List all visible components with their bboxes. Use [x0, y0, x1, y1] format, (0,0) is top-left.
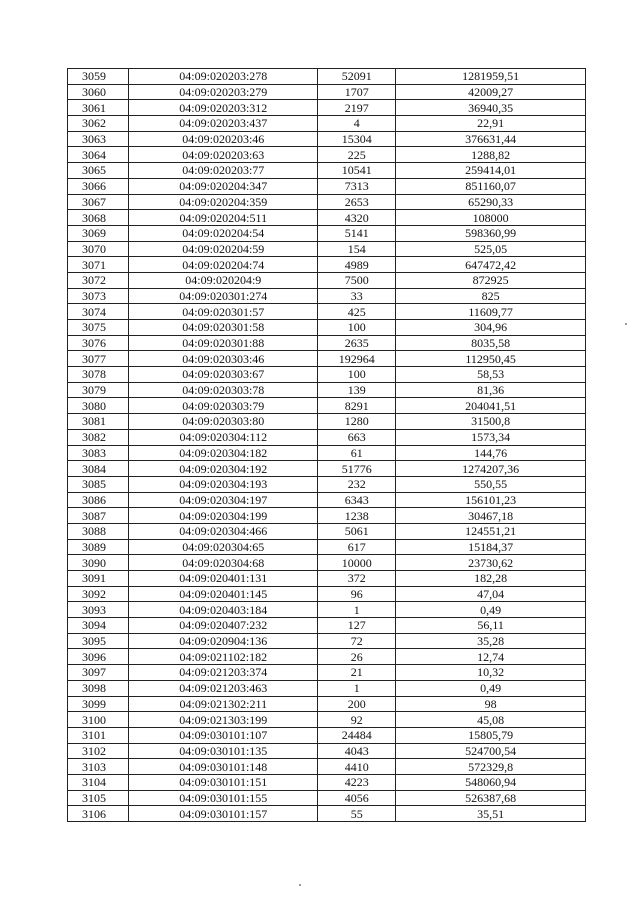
- cadastral-number-cell: 04:09:020304:182: [129, 445, 318, 461]
- amount-value-cell: 524700,54: [396, 743, 586, 759]
- table-row: [68, 759, 586, 775]
- amount-value-cell: 108000: [396, 210, 586, 226]
- cadastral-number-cell: 04:09:030101:151: [129, 774, 318, 790]
- cadastral-number-cell: 04:09:020304:466: [129, 523, 318, 539]
- table-row: [68, 586, 586, 602]
- area-value-cell: 200: [318, 696, 396, 712]
- amount-value-cell: 22,91: [396, 116, 586, 132]
- amount-value-cell: 31500,8: [396, 414, 586, 430]
- area-value-cell: 663: [318, 429, 396, 445]
- amount-value-cell: 23730,62: [396, 555, 586, 571]
- cadastral-number-cell: 04:09:020303:80: [129, 414, 318, 430]
- area-value-cell: 2635: [318, 335, 396, 351]
- area-value-cell: 127: [318, 618, 396, 634]
- area-value-cell: 4320: [318, 210, 396, 226]
- cadastral-number-cell: 04:09:030101:107: [129, 727, 318, 743]
- row-number-cell: 3071: [68, 257, 129, 273]
- table-row: [68, 414, 586, 430]
- area-value-cell: 52091: [318, 69, 396, 85]
- row-number-cell: 3073: [68, 288, 129, 304]
- table-row: [68, 382, 586, 398]
- cadastral-number-cell: 04:09:020304:68: [129, 555, 318, 571]
- cadastral-number-cell: 04:09:020204:347: [129, 178, 318, 194]
- area-value-cell: 24484: [318, 727, 396, 743]
- row-number-cell: 3074: [68, 304, 129, 320]
- cadastral-number-cell: 04:09:020204:9: [129, 272, 318, 288]
- cadastral-number-cell: 04:09:020303:79: [129, 398, 318, 414]
- table-row: [68, 100, 586, 116]
- table-row: [68, 523, 586, 539]
- area-value-cell: 192964: [318, 351, 396, 367]
- cadastral-number-cell: 04:09:030101:157: [129, 806, 318, 822]
- cadastral-number-cell: 04:09:020301:58: [129, 320, 318, 336]
- amount-value-cell: 8035,58: [396, 335, 586, 351]
- row-number-cell: 3059: [68, 69, 129, 85]
- table-row: [68, 304, 586, 320]
- table-row: [68, 351, 586, 367]
- row-number-cell: 3067: [68, 194, 129, 210]
- table-row: [68, 790, 586, 806]
- area-value-cell: 92: [318, 712, 396, 728]
- amount-value-cell: 36940,35: [396, 100, 586, 116]
- amount-value-cell: 525,05: [396, 241, 586, 257]
- table-row: [68, 649, 586, 665]
- data-table: [67, 68, 586, 822]
- row-number-cell: 3086: [68, 492, 129, 508]
- cadastral-number-cell: 04:09:020204:511: [129, 210, 318, 226]
- amount-value-cell: 112950,45: [396, 351, 586, 367]
- area-value-cell: 2197: [318, 100, 396, 116]
- area-value-cell: 51776: [318, 461, 396, 477]
- amount-value-cell: 15805,79: [396, 727, 586, 743]
- area-value-cell: 1: [318, 602, 396, 618]
- area-value-cell: 8291: [318, 398, 396, 414]
- amount-value-cell: 30467,18: [396, 508, 586, 524]
- table-row: [68, 69, 586, 85]
- row-number-cell: 3072: [68, 272, 129, 288]
- row-number-cell: 3103: [68, 759, 129, 775]
- area-value-cell: 4410: [318, 759, 396, 775]
- row-number-cell: 3093: [68, 602, 129, 618]
- row-number-cell: 3084: [68, 461, 129, 477]
- row-number-cell: 3076: [68, 335, 129, 351]
- area-value-cell: 2653: [318, 194, 396, 210]
- row-number-cell: 3070: [68, 241, 129, 257]
- table-row: [68, 84, 586, 100]
- area-value-cell: 61: [318, 445, 396, 461]
- cadastral-number-cell: 04:09:020203:437: [129, 116, 318, 132]
- cadastral-number-cell: 04:09:021203:463: [129, 680, 318, 696]
- row-number-cell: 3100: [68, 712, 129, 728]
- table-row: [68, 429, 586, 445]
- amount-value-cell: 56,11: [396, 618, 586, 634]
- row-number-cell: 3102: [68, 743, 129, 759]
- table-row: [68, 178, 586, 194]
- area-value-cell: 1238: [318, 508, 396, 524]
- amount-value-cell: 0,49: [396, 680, 586, 696]
- row-number-cell: 3079: [68, 382, 129, 398]
- amount-value-cell: 526387,68: [396, 790, 586, 806]
- amount-value-cell: 10,32: [396, 665, 586, 681]
- area-value-cell: 96: [318, 586, 396, 602]
- table-row: [68, 147, 586, 163]
- table-row: [68, 618, 586, 634]
- table-row: [68, 131, 586, 147]
- cadastral-number-cell: 04:09:020301:274: [129, 288, 318, 304]
- amount-value-cell: 124551,21: [396, 523, 586, 539]
- cadastral-number-cell: 04:09:020303:67: [129, 367, 318, 383]
- amount-value-cell: 1274207,36: [396, 461, 586, 477]
- row-number-cell: 3082: [68, 429, 129, 445]
- amount-value-cell: 0,49: [396, 602, 586, 618]
- amount-value-cell: 144,76: [396, 445, 586, 461]
- area-value-cell: 225: [318, 147, 396, 163]
- cadastral-number-cell: 04:09:030101:148: [129, 759, 318, 775]
- amount-value-cell: 1281959,51: [396, 69, 586, 85]
- cadastral-number-cell: 04:09:020203:279: [129, 84, 318, 100]
- cadastral-number-cell: 04:09:020304:112: [129, 429, 318, 445]
- table-row: [68, 445, 586, 461]
- cadastral-number-cell: 04:09:020304:192: [129, 461, 318, 477]
- table-row: [68, 633, 586, 649]
- cadastral-number-cell: 04:09:020203:77: [129, 163, 318, 179]
- area-value-cell: 617: [318, 539, 396, 555]
- row-number-cell: 3096: [68, 649, 129, 665]
- amount-value-cell: 304,96: [396, 320, 586, 336]
- table-row: [68, 743, 586, 759]
- amount-value-cell: 872925: [396, 272, 586, 288]
- cadastral-number-cell: 04:09:030101:135: [129, 743, 318, 759]
- table-row: [68, 335, 586, 351]
- table-row: [68, 288, 586, 304]
- table-row: [68, 320, 586, 336]
- area-value-cell: 4043: [318, 743, 396, 759]
- table-row: [68, 163, 586, 179]
- cadastral-number-cell: 04:09:020203:278: [129, 69, 318, 85]
- amount-value-cell: 35,51: [396, 806, 586, 822]
- table-row: [68, 116, 586, 132]
- area-value-cell: 372: [318, 571, 396, 587]
- amount-value-cell: 98: [396, 696, 586, 712]
- table-row: [68, 696, 586, 712]
- area-value-cell: 5061: [318, 523, 396, 539]
- area-value-cell: 10541: [318, 163, 396, 179]
- row-number-cell: 3060: [68, 84, 129, 100]
- amount-value-cell: 376631,44: [396, 131, 586, 147]
- area-value-cell: 425: [318, 304, 396, 320]
- row-number-cell: 3092: [68, 586, 129, 602]
- amount-value-cell: 15184,37: [396, 539, 586, 555]
- cadastral-number-cell: 04:09:020401:131: [129, 571, 318, 587]
- table-row: [68, 806, 586, 822]
- row-number-cell: 3081: [68, 414, 129, 430]
- cadastral-number-cell: 04:09:020407:232: [129, 618, 318, 634]
- table-row: [68, 571, 586, 587]
- table-row: [68, 492, 586, 508]
- cadastral-number-cell: 04:09:021302:211: [129, 696, 318, 712]
- table-row: [68, 602, 586, 618]
- row-number-cell: 3062: [68, 116, 129, 132]
- cadastral-number-cell: 04:09:020904:136: [129, 633, 318, 649]
- table-row: [68, 680, 586, 696]
- amount-value-cell: 182,28: [396, 571, 586, 587]
- amount-value-cell: 572329,8: [396, 759, 586, 775]
- row-number-cell: 3106: [68, 806, 129, 822]
- amount-value-cell: 204041,51: [396, 398, 586, 414]
- cadastral-number-cell: 04:09:020204:74: [129, 257, 318, 273]
- area-value-cell: 232: [318, 476, 396, 492]
- cadastral-number-cell: 04:09:030101:155: [129, 790, 318, 806]
- amount-value-cell: 156101,23: [396, 492, 586, 508]
- row-number-cell: 3085: [68, 476, 129, 492]
- row-number-cell: 3065: [68, 163, 129, 179]
- table-row: [68, 727, 586, 743]
- scan-speck: [299, 884, 301, 886]
- area-value-cell: 154: [318, 241, 396, 257]
- row-number-cell: 3077: [68, 351, 129, 367]
- cadastral-number-cell: 04:09:020301:57: [129, 304, 318, 320]
- area-value-cell: 6343: [318, 492, 396, 508]
- amount-value-cell: 647472,42: [396, 257, 586, 273]
- table-row: [68, 555, 586, 571]
- area-value-cell: 4223: [318, 774, 396, 790]
- area-value-cell: 4: [318, 116, 396, 132]
- cadastral-number-cell: 04:09:020304:65: [129, 539, 318, 555]
- area-value-cell: 5141: [318, 225, 396, 241]
- amount-value-cell: 35,28: [396, 633, 586, 649]
- cadastral-number-cell: 04:09:020204:59: [129, 241, 318, 257]
- row-number-cell: 3097: [68, 665, 129, 681]
- row-number-cell: 3099: [68, 696, 129, 712]
- area-value-cell: 1: [318, 680, 396, 696]
- amount-value-cell: 45,08: [396, 712, 586, 728]
- amount-value-cell: 825: [396, 288, 586, 304]
- area-value-cell: 139: [318, 382, 396, 398]
- cadastral-number-cell: 04:09:020204:54: [129, 225, 318, 241]
- table-row: [68, 194, 586, 210]
- cadastral-number-cell: 04:09:020204:359: [129, 194, 318, 210]
- table-row: [68, 241, 586, 257]
- row-number-cell: 3087: [68, 508, 129, 524]
- area-value-cell: 26: [318, 649, 396, 665]
- row-number-cell: 3083: [68, 445, 129, 461]
- row-number-cell: 3091: [68, 571, 129, 587]
- area-value-cell: 7500: [318, 272, 396, 288]
- amount-value-cell: 851160,07: [396, 178, 586, 194]
- row-number-cell: 3075: [68, 320, 129, 336]
- area-value-cell: 1707: [318, 84, 396, 100]
- area-value-cell: 15304: [318, 131, 396, 147]
- row-number-cell: 3068: [68, 210, 129, 226]
- scan-speck: [625, 323, 627, 325]
- area-value-cell: 21: [318, 665, 396, 681]
- table-row: [68, 774, 586, 790]
- amount-value-cell: 65290,33: [396, 194, 586, 210]
- row-number-cell: 3080: [68, 398, 129, 414]
- table-body: [68, 69, 586, 822]
- area-value-cell: 4989: [318, 257, 396, 273]
- amount-value-cell: 548060,94: [396, 774, 586, 790]
- amount-value-cell: 47,04: [396, 586, 586, 602]
- table-row: [68, 398, 586, 414]
- cadastral-number-cell: 04:09:020203:63: [129, 147, 318, 163]
- row-number-cell: 3078: [68, 367, 129, 383]
- row-number-cell: 3090: [68, 555, 129, 571]
- cadastral-number-cell: 04:09:020301:88: [129, 335, 318, 351]
- amount-value-cell: 58,53: [396, 367, 586, 383]
- amount-value-cell: 550,55: [396, 476, 586, 492]
- cadastral-number-cell: 04:09:020403:184: [129, 602, 318, 618]
- amount-value-cell: 1288,82: [396, 147, 586, 163]
- amount-value-cell: 1573,34: [396, 429, 586, 445]
- row-number-cell: 3061: [68, 100, 129, 116]
- row-number-cell: 3101: [68, 727, 129, 743]
- amount-value-cell: 11609,77: [396, 304, 586, 320]
- cadastral-number-cell: 04:09:020203:312: [129, 100, 318, 116]
- area-value-cell: 55: [318, 806, 396, 822]
- area-value-cell: 33: [318, 288, 396, 304]
- table-row: [68, 712, 586, 728]
- cadastral-number-cell: 04:09:020303:78: [129, 382, 318, 398]
- amount-value-cell: 598360,99: [396, 225, 586, 241]
- area-value-cell: 100: [318, 367, 396, 383]
- table-row: [68, 665, 586, 681]
- area-value-cell: 1280: [318, 414, 396, 430]
- row-number-cell: 3066: [68, 178, 129, 194]
- cadastral-number-cell: 04:09:021303:199: [129, 712, 318, 728]
- table-row: [68, 476, 586, 492]
- area-value-cell: 10000: [318, 555, 396, 571]
- amount-value-cell: 81,36: [396, 382, 586, 398]
- amount-value-cell: 12,74: [396, 649, 586, 665]
- cadastral-number-cell: 04:09:020401:145: [129, 586, 318, 602]
- area-value-cell: 7313: [318, 178, 396, 194]
- cadastral-number-cell: 04:09:020303:46: [129, 351, 318, 367]
- table-row: [68, 461, 586, 477]
- row-number-cell: 3088: [68, 523, 129, 539]
- cadastral-number-cell: 04:09:020304:199: [129, 508, 318, 524]
- amount-value-cell: 42009,27: [396, 84, 586, 100]
- row-number-cell: 3063: [68, 131, 129, 147]
- row-number-cell: 3095: [68, 633, 129, 649]
- table-row: [68, 225, 586, 241]
- row-number-cell: 3089: [68, 539, 129, 555]
- table-row: [68, 508, 586, 524]
- table-row: [68, 272, 586, 288]
- area-value-cell: 72: [318, 633, 396, 649]
- table-row: [68, 210, 586, 226]
- area-value-cell: 100: [318, 320, 396, 336]
- row-number-cell: 3094: [68, 618, 129, 634]
- row-number-cell: 3105: [68, 790, 129, 806]
- cadastral-number-cell: 04:09:021203:374: [129, 665, 318, 681]
- table-row: [68, 539, 586, 555]
- cadastral-number-cell: 04:09:021102:182: [129, 649, 318, 665]
- row-number-cell: 3069: [68, 225, 129, 241]
- amount-value-cell: 259414,01: [396, 163, 586, 179]
- area-value-cell: 4056: [318, 790, 396, 806]
- table-row: [68, 257, 586, 273]
- row-number-cell: 3098: [68, 680, 129, 696]
- cadastral-number-cell: 04:09:020203:46: [129, 131, 318, 147]
- row-number-cell: 3104: [68, 774, 129, 790]
- row-number-cell: 3064: [68, 147, 129, 163]
- cadastral-number-cell: 04:09:020304:197: [129, 492, 318, 508]
- cadastral-number-cell: 04:09:020304:193: [129, 476, 318, 492]
- table-row: [68, 367, 586, 383]
